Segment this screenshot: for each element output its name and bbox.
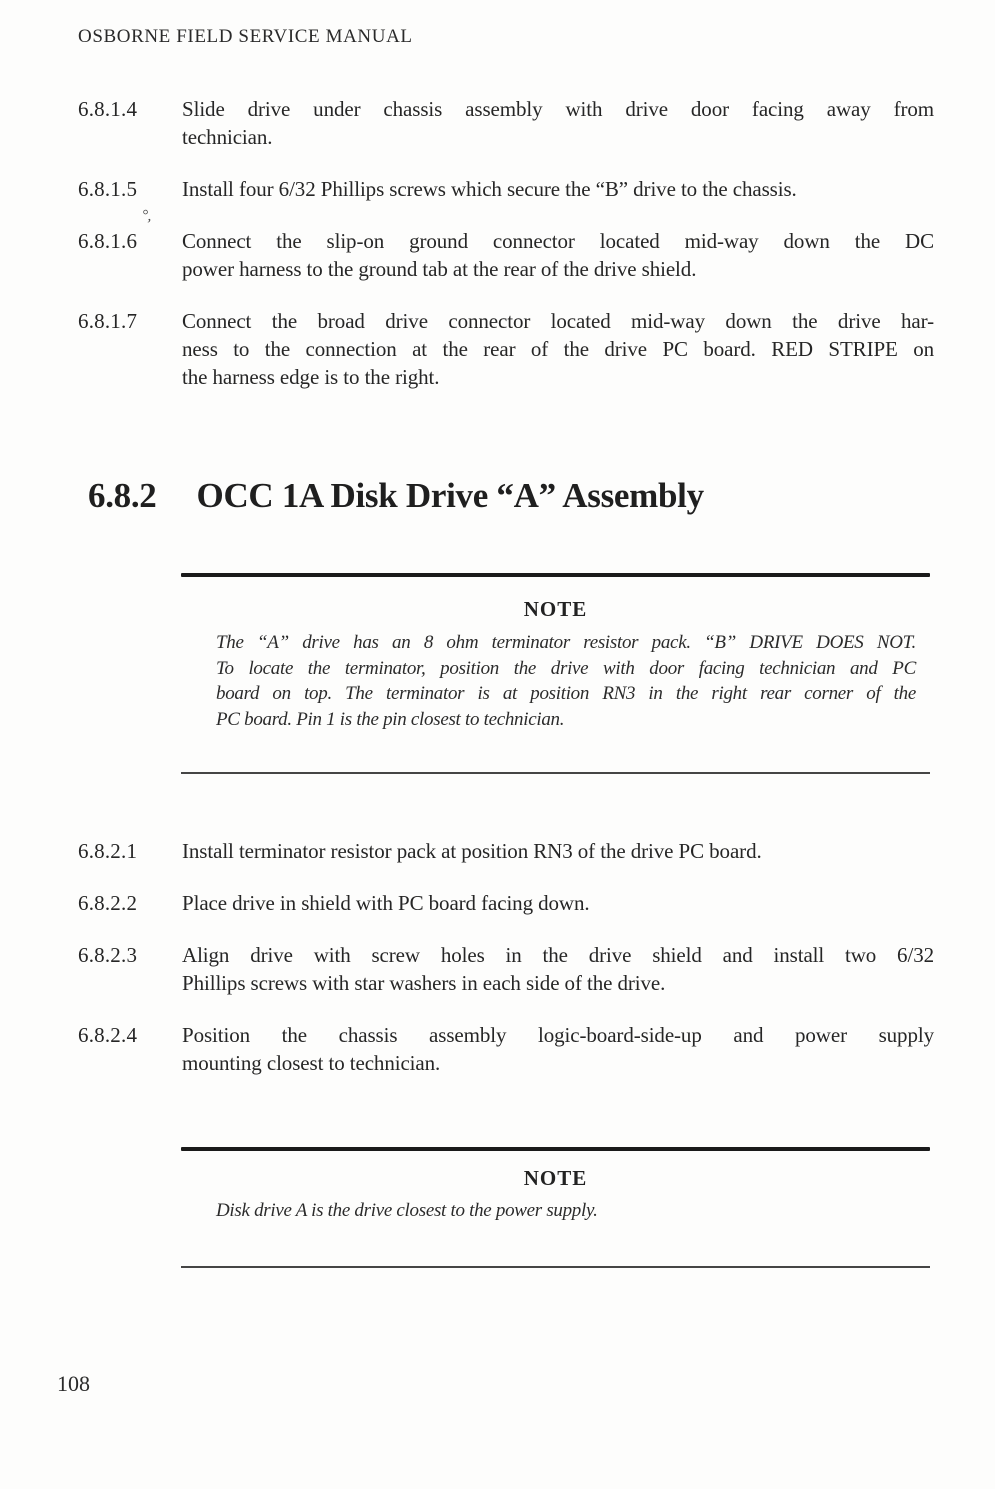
- step-text: [182, 307, 934, 391]
- note-terminator-bottom-rule: [181, 772, 930, 774]
- text-line: power harness to the ground tab at the rear of the drive shield.: [182, 257, 697, 281]
- procedure-step: [78, 175, 934, 203]
- step-number: 6.8.1.7: [78, 309, 138, 333]
- text-line: Install four 6/32 Phillips screws which secure the “B” drive to the chassis.: [182, 177, 797, 201]
- step-number: 6.8.2.1: [78, 839, 138, 863]
- text-line: Connect the slip-on ground connector located mid-way down the DC: [182, 229, 934, 253]
- text-line: mounting closest to technician.: [182, 1051, 441, 1075]
- section-number: 6.8.2: [88, 476, 157, 515]
- text-line: To locate the terminator, position the drive with door facing technician and PC: [216, 657, 916, 679]
- step-number: 6.8.1.5: [78, 177, 138, 201]
- steps-list-682: [78, 837, 934, 1101]
- text-line: Position the chassis assembly logic-board-side-up and power supply: [182, 1023, 934, 1047]
- text-line: board on top. The terminator is at position RN3 in the right rear corner of the: [216, 683, 916, 704]
- note-terminator-top-rule: [181, 573, 930, 577]
- text-line: technician.: [182, 125, 273, 149]
- text-line: PC board. Pin 1 is the pin closest to technician.: [216, 708, 565, 730]
- note-drive-a-bottom-rule: [181, 1266, 930, 1268]
- text-line: Slide drive under chassis assembly with drive door facing away from: [182, 97, 934, 121]
- text-line: The “A” drive has an 8 ohm terminator resistor pack. “B” DRIVE DOES NOT.: [216, 632, 916, 653]
- text-line: ness to the connection at the rear of the drive PC board. RED STRIPE on: [182, 337, 934, 361]
- procedure-step: [78, 307, 934, 391]
- procedure-step: [78, 941, 934, 997]
- note-terminator-text: [216, 630, 916, 732]
- step-number: 6.8.1.6: [78, 229, 138, 253]
- steps-list-681: [78, 95, 934, 415]
- note-drive-a-text: [216, 1198, 916, 1224]
- text-line: Align drive with screw holes in the drive shield and install two 6/32: [182, 943, 934, 967]
- text-line: Disk drive A is the drive closest to the power supply.: [216, 1200, 598, 1221]
- note-terminator-label: NOTE: [523, 597, 588, 621]
- text-line: the harness edge is to the right.: [182, 365, 440, 389]
- procedure-step: [78, 227, 934, 283]
- step-text: [182, 837, 934, 865]
- step-text: [182, 1021, 934, 1077]
- text-line: Connect the broad drive connector located mid-way down the drive har-: [182, 309, 934, 333]
- page-header-title: OSBORNE FIELD SERVICE MANUAL: [78, 26, 413, 47]
- step-number: 6.8.1.4: [78, 97, 138, 121]
- procedure-step: [78, 1021, 934, 1077]
- step-text: [182, 175, 934, 203]
- note-drive-a-top-rule: [181, 1147, 930, 1151]
- text-line: Phillips screws with star washers in each side of the drive.: [182, 971, 666, 995]
- step-text: [182, 941, 934, 997]
- note-drive-a-label: NOTE: [523, 1166, 588, 1190]
- procedure-step: [78, 889, 934, 917]
- text-line: Place drive in shield with PC board facing down.: [182, 891, 590, 915]
- step-text: [182, 95, 934, 151]
- step-number: 6.8.2.4: [78, 1023, 138, 1047]
- step-number: 6.8.2.3: [78, 943, 138, 967]
- section-heading: [88, 474, 704, 518]
- procedure-step: [78, 837, 934, 865]
- handwritten-pen-mark: °,: [141, 207, 153, 225]
- text-line: Install terminator resistor pack at position RN3 of the drive PC board.: [182, 839, 762, 863]
- step-text: [182, 889, 934, 917]
- step-text: [182, 227, 934, 283]
- section-title: OCC 1A Disk Drive “A” Assembly: [196, 476, 704, 515]
- page-number: 108: [57, 1371, 90, 1396]
- procedure-step: [78, 95, 934, 151]
- step-number: 6.8.2.2: [78, 891, 138, 915]
